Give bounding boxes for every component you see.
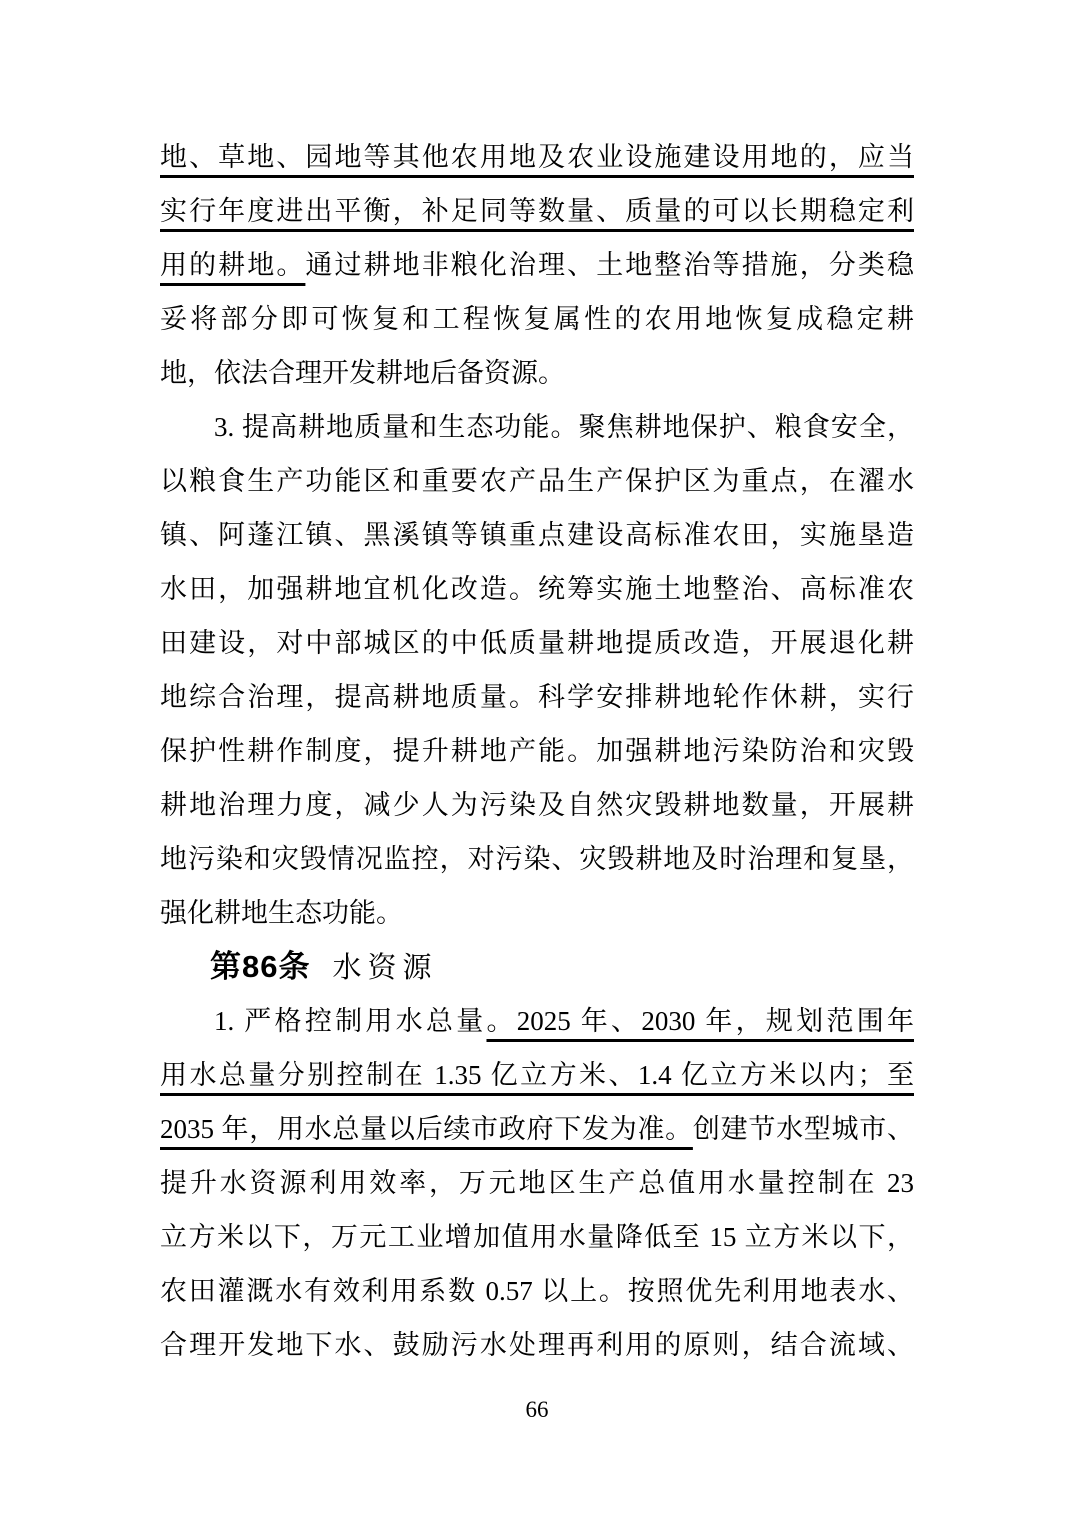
text-segment: 立方米以下，万元工业增加值用水量降低至 15 立方米以下， xyxy=(160,1222,914,1252)
text-line xyxy=(160,778,914,832)
text-segment: 农田灌溉水有效利用系数 0.57 以上。按照优先利用地表水、 xyxy=(160,1276,914,1306)
text-line xyxy=(160,886,914,940)
text-segment: 提升水资源利用效率，万元地区生产总值用水量控制在 23 xyxy=(160,1168,914,1198)
text-segment: 合理开发地下水、鼓励污水处理再利用的原则，结合流域、 xyxy=(160,1330,914,1360)
text-segment: 1. 严格控制用水总量 xyxy=(214,1006,487,1036)
text-line xyxy=(160,1156,914,1210)
heading-article-title: 水资源 xyxy=(332,952,438,984)
text-line xyxy=(160,562,914,616)
underlined-text-segment: 2035 年，用水总量以后续市政府下发为准。 xyxy=(160,1114,693,1144)
text-line xyxy=(160,832,914,886)
page-number: 66 xyxy=(525,1397,549,1422)
text-line xyxy=(160,238,914,292)
text-segment: 保护性耕作制度，提升耕地产能。加强耕地污染防治和灾毁 xyxy=(160,736,914,766)
text-line xyxy=(160,1048,914,1102)
text-line xyxy=(160,1210,914,1264)
heading-article-number: 第86条 xyxy=(210,949,311,984)
underlined-text-segment: 用水总量分别控制在 1.35 亿立方米、1.4 亿立方米以内；至 xyxy=(160,1060,914,1090)
text-line xyxy=(160,724,914,778)
text-segment: 强化耕地生态功能。 xyxy=(160,898,403,928)
underlined-text-segment: 用的耕地。 xyxy=(160,250,306,280)
text-line xyxy=(160,670,914,724)
text-segment: 3. 提高耕地质量和生态功能。聚焦耕地保护、粮食安全， xyxy=(214,412,914,442)
document-body xyxy=(160,130,914,1372)
text-line xyxy=(160,1264,914,1318)
text-segment: 地污染和灾毁情况监控，对污染、灾毁耕地及时治理和复垦， xyxy=(160,844,914,874)
text-segment: 地，依法合理开发耕地后备资源。 xyxy=(160,358,565,388)
text-segment: 地综合治理，提高耕地质量。科学安排耕地轮作休耕，实行 xyxy=(160,682,914,712)
text-line xyxy=(160,994,914,1048)
text-line xyxy=(160,184,914,238)
text-segment: 耕地治理力度，减少人为污染及自然灾毁耕地数量，开展耕 xyxy=(160,790,914,820)
text-line xyxy=(160,454,914,508)
underlined-text-segment: 。2025 年、2030 年，规划范围年 xyxy=(486,1006,914,1036)
underlined-text-segment: 实行年度进出平衡，补足同等数量、质量的可以长期稳定利 xyxy=(160,196,914,226)
text-line xyxy=(160,1102,914,1156)
text-line xyxy=(160,1318,914,1372)
text-segment: 创建节水型城市、 xyxy=(692,1114,914,1144)
text-segment: 妥将部分即可恢复和工程恢复属性的农用地恢复成稳定耕 xyxy=(160,304,914,334)
text-line xyxy=(160,130,914,184)
text-line xyxy=(160,346,914,400)
section-heading xyxy=(160,940,914,994)
text-segment: 镇、阿蓬江镇、黑溪镇等镇重点建设高标准农田，实施垦造 xyxy=(160,520,914,550)
text-segment: 田建设，对中部城区的中低质量耕地提质改造，开展退化耕 xyxy=(160,628,914,658)
text-line xyxy=(160,400,914,454)
text-segment: 通过耕地非粮化治理、土地整治等措施，分类稳 xyxy=(305,250,914,280)
text-line xyxy=(160,616,914,670)
text-segment: 以粮食生产功能区和重要农产品生产保护区为重点，在濯水 xyxy=(160,466,914,496)
text-line xyxy=(160,292,914,346)
underlined-text-segment: 地、草地、园地等其他农用地及农业设施建设用地的，应当 xyxy=(160,142,914,172)
text-line xyxy=(160,508,914,562)
text-segment: 水田，加强耕地宜机化改造。统筹实施土地整治、高标准农 xyxy=(160,574,914,604)
